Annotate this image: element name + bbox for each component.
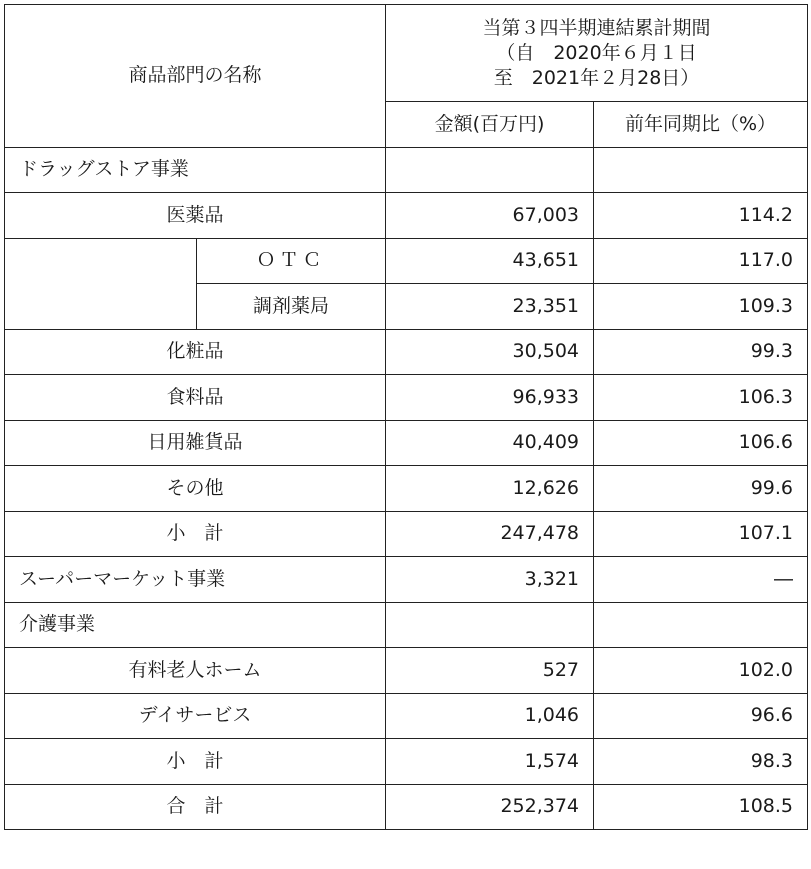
amount-cell: 527 xyxy=(386,648,594,694)
header-row-1 xyxy=(5,5,808,102)
ratio-header: 前年同期比（%） xyxy=(594,102,808,148)
category-label: 日用雑貨品 xyxy=(5,420,386,466)
amount-cell: 12,626 xyxy=(386,466,594,512)
amount-cell: 1,574 xyxy=(386,739,594,785)
category-label: その他 xyxy=(5,466,386,512)
category-label: 有料老人ホーム xyxy=(5,648,386,694)
period-line-2: （自 2020年６月１日 xyxy=(496,41,697,64)
ratio-cell: 99.6 xyxy=(594,466,808,512)
table-row xyxy=(5,238,808,284)
table-row xyxy=(5,420,808,466)
subcategory-label: 調剤薬局 xyxy=(197,284,386,330)
amount-cell xyxy=(386,147,594,193)
ratio-cell xyxy=(594,602,808,648)
indent-spacer xyxy=(5,238,197,329)
ratio-cell: 108.5 xyxy=(594,784,808,830)
ratio-cell xyxy=(594,147,808,193)
period-header xyxy=(386,5,808,102)
subtotal-row xyxy=(5,511,808,557)
category-label: 医薬品 xyxy=(5,193,386,239)
segment-label: スーパーマーケット事業 xyxy=(5,557,386,603)
table-row xyxy=(5,693,808,739)
ratio-cell: 107.1 xyxy=(594,511,808,557)
ratio-cell: 99.3 xyxy=(594,329,808,375)
table-row xyxy=(5,602,808,648)
ratio-cell: 106.6 xyxy=(594,420,808,466)
amount-cell xyxy=(386,602,594,648)
subtotal-label: 小 計 xyxy=(5,739,386,785)
category-label: 化粧品 xyxy=(5,329,386,375)
ratio-cell: 109.3 xyxy=(594,284,808,330)
amount-cell: 23,351 xyxy=(386,284,594,330)
ratio-cell: 106.3 xyxy=(594,375,808,421)
subtotal-row xyxy=(5,739,808,785)
table-row xyxy=(5,557,808,603)
amount-cell: 43,651 xyxy=(386,238,594,284)
amount-cell: 67,003 xyxy=(386,193,594,239)
amount-header: 金額(百万円) xyxy=(386,102,594,148)
subcategory-label: ＯＴＣ xyxy=(197,238,386,284)
segment-label: ドラッグストア事業 xyxy=(5,147,386,193)
amount-cell: 3,321 xyxy=(386,557,594,603)
ratio-cell: 117.0 xyxy=(594,238,808,284)
ratio-cell: 96.6 xyxy=(594,693,808,739)
subtotal-label: 小 計 xyxy=(5,511,386,557)
table-row xyxy=(5,193,808,239)
period-line-1: 当第３四半期連結累計期間 xyxy=(482,16,711,39)
total-row xyxy=(5,784,808,830)
ratio-cell: ― xyxy=(594,557,808,603)
table-row xyxy=(5,329,808,375)
ratio-cell: 102.0 xyxy=(594,648,808,694)
amount-cell: 247,478 xyxy=(386,511,594,557)
amount-cell: 252,374 xyxy=(386,784,594,830)
table-row xyxy=(5,648,808,694)
table-row xyxy=(5,375,808,421)
table-row xyxy=(5,147,808,193)
amount-cell: 1,046 xyxy=(386,693,594,739)
amount-cell: 96,933 xyxy=(386,375,594,421)
amount-cell: 40,409 xyxy=(386,420,594,466)
total-label: 合 計 xyxy=(5,784,386,830)
ratio-cell: 114.2 xyxy=(594,193,808,239)
category-name-header: 商品部門の名称 xyxy=(5,5,386,148)
category-label: デイサービス xyxy=(5,693,386,739)
segment-label: 介護事業 xyxy=(5,602,386,648)
period-line-3: 至 2021年２月28日） xyxy=(493,66,700,89)
category-label: 食料品 xyxy=(5,375,386,421)
sales-by-category-table xyxy=(4,4,808,830)
amount-cell: 30,504 xyxy=(386,329,594,375)
ratio-cell: 98.3 xyxy=(594,739,808,785)
table-row xyxy=(5,466,808,512)
